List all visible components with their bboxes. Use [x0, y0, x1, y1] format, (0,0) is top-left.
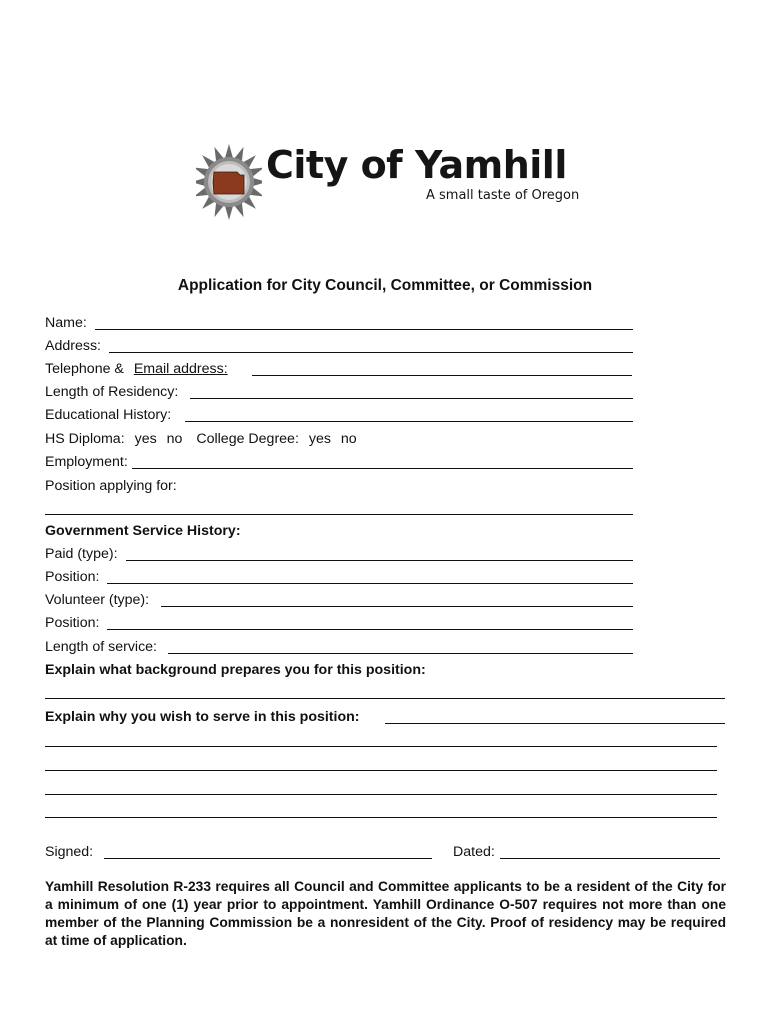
hs-yes-option[interactable]: yes [134, 431, 157, 447]
college-no-option[interactable]: no [340, 431, 357, 447]
telephone-email-field[interactable] [252, 375, 632, 376]
residency-requirement-note: Yamhill Resolution R-233 requires all Council and Committee applicants to be a resident of the City for a minimum of one (1) year prior to appointment. Yamhill Ordinance O-507 requires not more than one member of the Planning Commission be a nonresident of the City. Proof of residency may be required at time of application. [45, 879, 726, 948]
degree-row [45, 430, 357, 448]
name-label: Name: [45, 315, 87, 331]
answer-line[interactable] [45, 746, 717, 747]
dated-label: Dated: [453, 844, 495, 860]
college-degree-label: College Degree: [196, 431, 299, 447]
volunteer-type-field[interactable] [161, 606, 633, 607]
gov-history-heading: Government Service History: [45, 523, 241, 539]
employment-label: Employment: [45, 454, 128, 470]
org-name: City of Yamhill [266, 143, 567, 187]
telephone-label: Telephone & [45, 361, 124, 377]
position-applying-field[interactable] [45, 514, 633, 515]
address-label: Address: [45, 338, 101, 354]
explain-why-label: Explain why you wish to serve in this position: [45, 709, 360, 725]
education-field[interactable] [185, 421, 633, 422]
explain-background-field[interactable] [45, 698, 725, 699]
residency-label: Length of Residency: [45, 384, 179, 400]
explain-why-field[interactable] [385, 723, 725, 724]
residency-field[interactable] [190, 398, 633, 399]
paid-position-field[interactable] [107, 583, 633, 584]
volunteer-position-label: Position: [45, 615, 100, 631]
city-logo [196, 143, 580, 223]
paid-type-label: Paid (type): [45, 546, 118, 562]
address-field[interactable] [109, 352, 633, 353]
signature-field[interactable] [104, 858, 432, 859]
answer-line[interactable] [45, 770, 717, 771]
answer-line[interactable] [45, 817, 717, 818]
paid-position-label: Position: [45, 569, 100, 585]
position-applying-label: Position applying for: [45, 478, 177, 494]
signed-label: Signed: [45, 844, 94, 860]
tagline: A small taste of Oregon [426, 188, 580, 203]
telephone-email-row [45, 360, 228, 378]
employment-field[interactable] [132, 468, 633, 469]
answer-line[interactable] [45, 794, 717, 795]
oregon-state-emblem-icon [196, 143, 262, 221]
date-field[interactable] [500, 858, 720, 859]
page-title: Application for City Council, Committee, or Commission [177, 277, 593, 294]
volunteer-type-label: Volunteer (type): [45, 592, 150, 608]
email-label: Email address: [133, 361, 228, 377]
college-yes-option[interactable]: yes [308, 431, 331, 447]
hs-no-option[interactable]: no [166, 431, 183, 447]
volunteer-position-field[interactable] [107, 629, 633, 630]
name-field[interactable] [95, 329, 633, 330]
length-service-label: Length of service: [45, 639, 157, 655]
paid-type-field[interactable] [126, 560, 633, 561]
education-label: Educational History: [45, 407, 172, 423]
length-service-field[interactable] [168, 653, 633, 654]
explain-background-label: Explain what background prepares you for this position: [45, 662, 426, 678]
hs-diploma-label: HS Diploma: [45, 431, 125, 447]
